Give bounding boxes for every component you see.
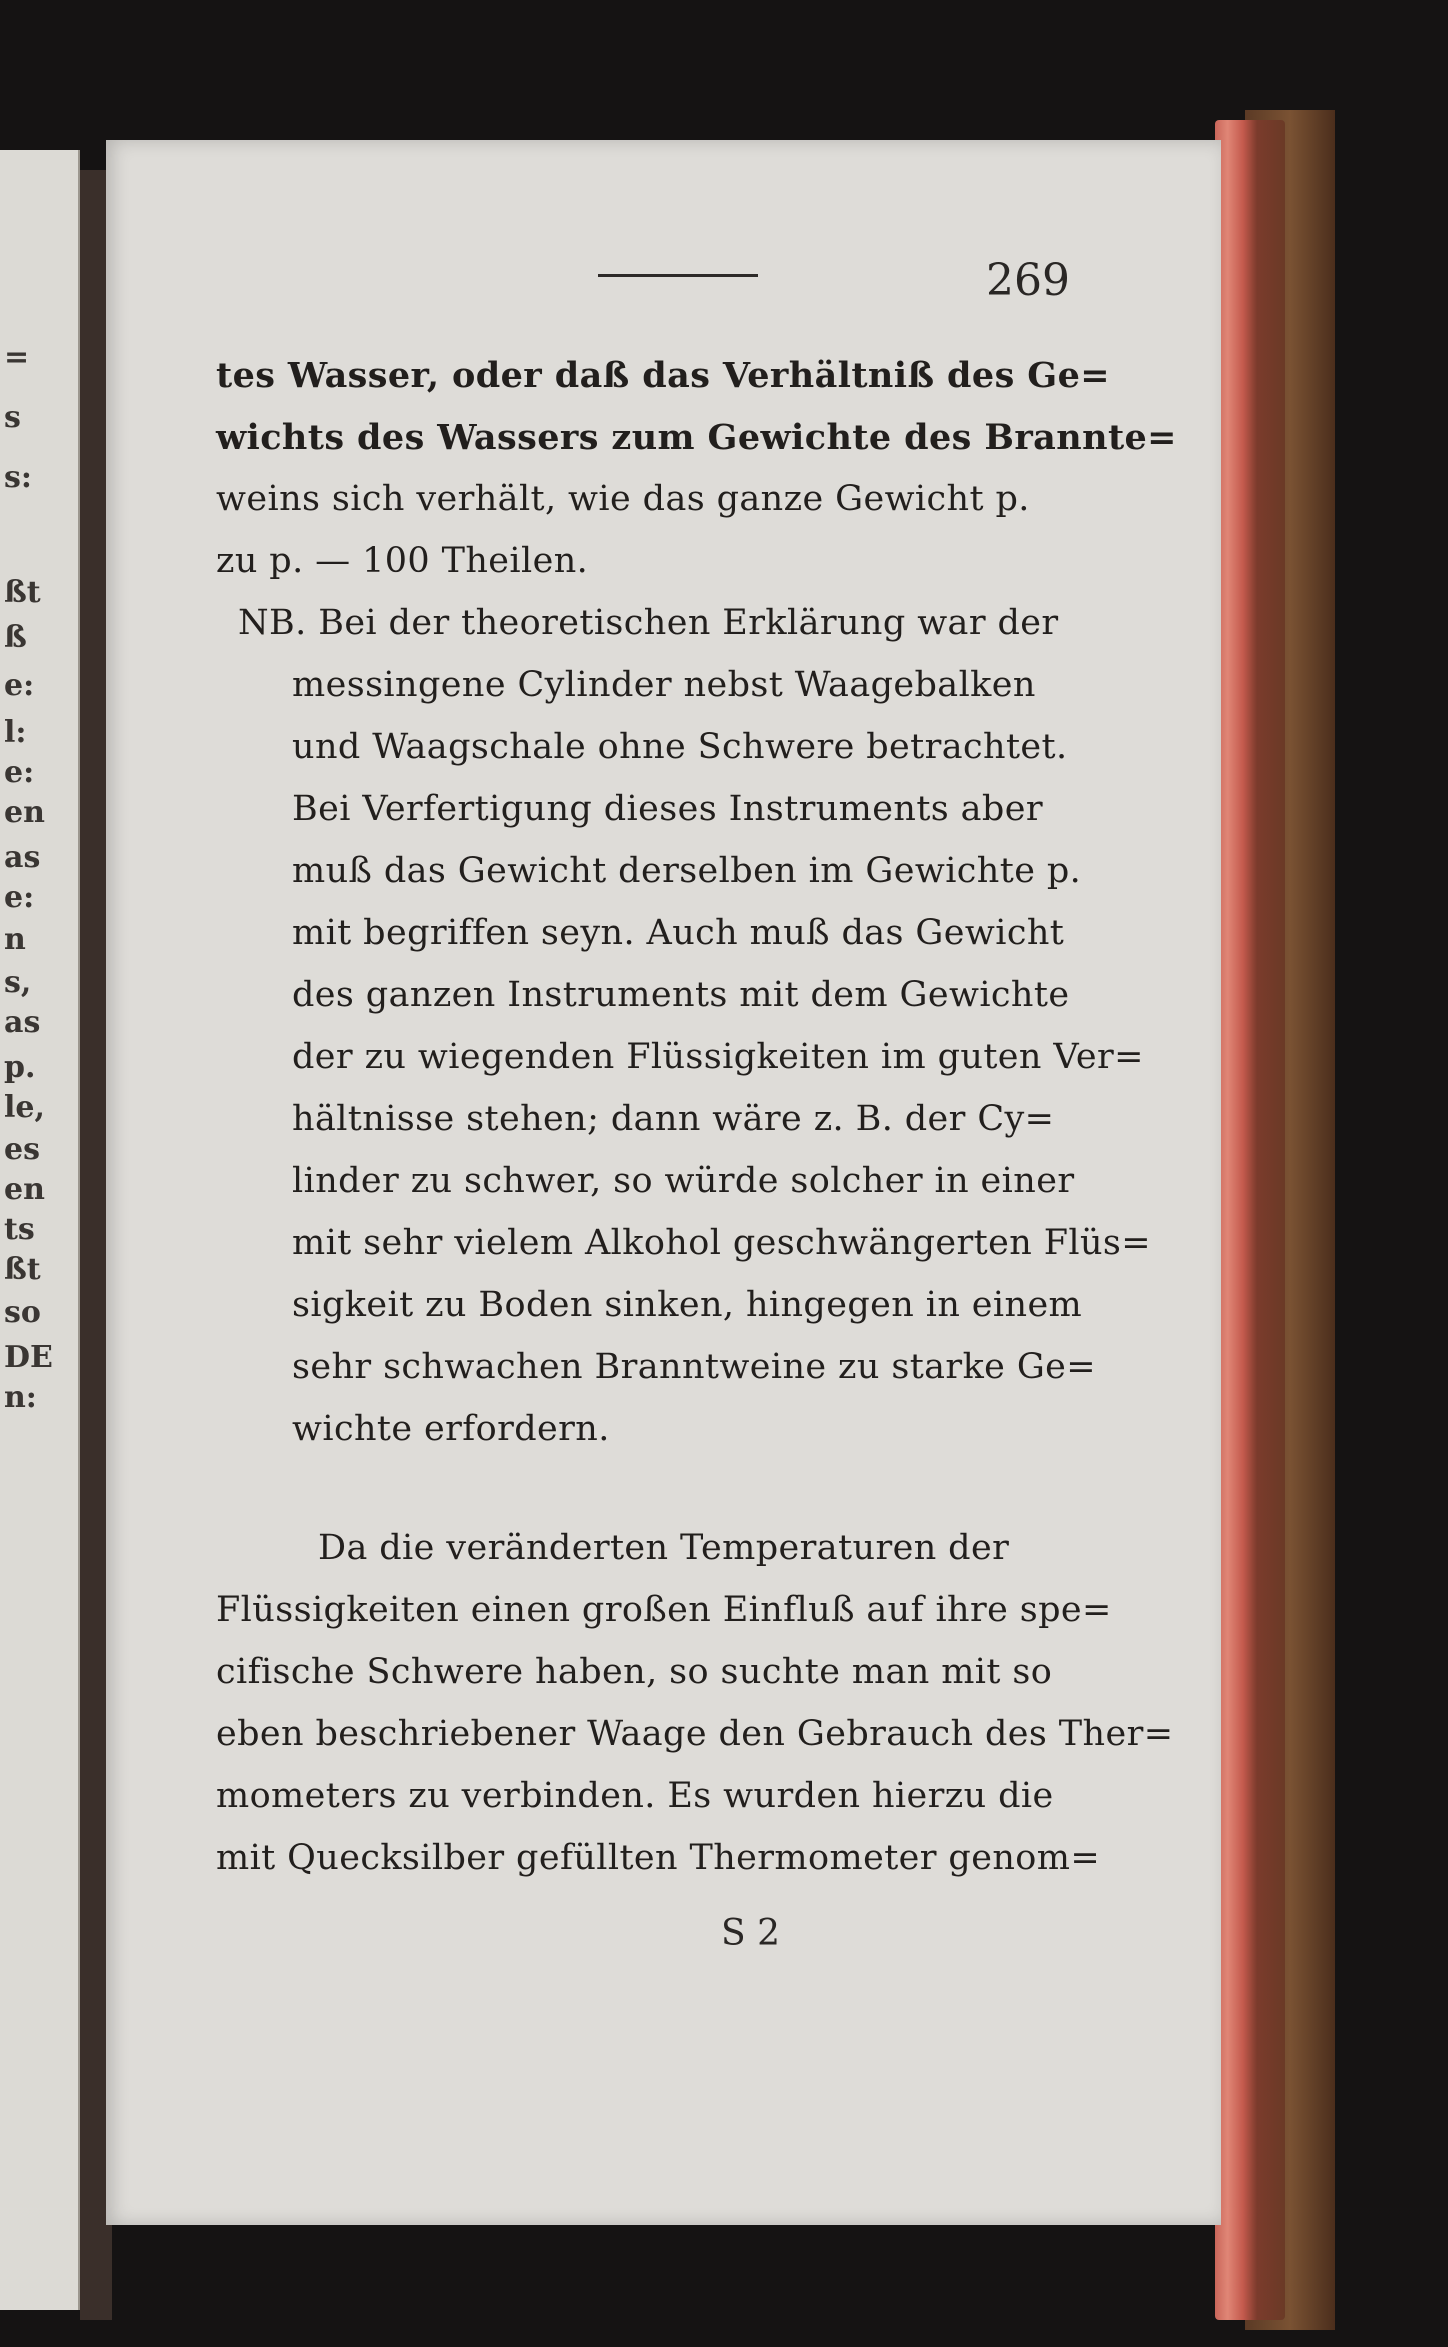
text-line: Bei Verfertigung dieses Instruments aber [292, 789, 1043, 829]
book-page [106, 140, 1221, 2225]
text-line: der zu wiegenden Flüssigkeiten im guten Ver= [292, 1037, 1144, 1077]
left-page-fragment: p. [4, 1050, 36, 1085]
text-line: hältnisse stehen; dann wäre z. B. der Cy= [292, 1099, 1055, 1139]
left-page-fragment: en [4, 795, 45, 830]
left-page-fragment: as [4, 1005, 41, 1040]
text-line: weins sich verhält, wie das ganze Gewicht p. [216, 479, 1030, 519]
text-line: messingene Cylinder nebst Waagebalken [292, 665, 1036, 705]
text-line: des ganzen Instruments mit dem Gewichte [292, 975, 1070, 1015]
page-block-edge [1215, 120, 1285, 2320]
left-page-fragment: e: [4, 880, 35, 915]
text-line: muß das Gewicht derselben im Gewichte p. [292, 851, 1082, 891]
left-page-fragment: s, [4, 965, 32, 1000]
text-line: tes Wasser, oder daß das Verhältniß des Ge= [216, 355, 1110, 396]
left-page-fragment: s: [4, 460, 32, 495]
left-page-fragment: le, [4, 1090, 45, 1125]
header-rule [598, 274, 758, 277]
left-page-fragment: ßt [4, 1252, 41, 1287]
text-line: cifische Schwere haben, so suchte man mit so [216, 1652, 1053, 1692]
signature-mark: S 2 [721, 1913, 781, 1954]
text-line: zu p. — 100 Theilen. [216, 541, 589, 581]
left-page-fragment: as [4, 840, 41, 875]
left-page-fragment: s [4, 400, 21, 435]
text-line: wichte erfordern. [292, 1409, 610, 1449]
left-page-fragment: ß [4, 620, 27, 655]
text-line: sigkeit zu Boden sinken, hingegen in einem [292, 1285, 1083, 1325]
left-page-fragment: ts [4, 1212, 35, 1247]
left-page-fragment: l: [4, 715, 27, 750]
text-line: sehr schwachen Branntweine zu starke Ge= [292, 1347, 1097, 1387]
note-heading-line: NB. Bei der theoretischen Erklärung war der [238, 603, 1059, 643]
left-page-fragment: n [4, 922, 26, 957]
left-page-fragment: e: [4, 668, 35, 703]
left-page-fragment: es [4, 1132, 40, 1167]
text-line: Flüssigkeiten einen großen Einfluß auf ihre spe= [216, 1590, 1112, 1630]
text-line: linder zu schwer, so würde solcher in einer [292, 1161, 1075, 1201]
text-line: mit sehr vielem Alkohol geschwängerten Flüs= [292, 1223, 1152, 1263]
text-line: mit begriffen seyn. Auch muß das Gewicht [292, 913, 1065, 953]
page-number: 269 [986, 255, 1070, 306]
left-page-fragment: n: [4, 1380, 37, 1415]
left-page-fragment: en [4, 1172, 45, 1207]
text-line: mometers zu verbinden. Es wurden hierzu die [216, 1776, 1054, 1816]
text-line: und Waagschale ohne Schwere betrachtet. [292, 727, 1068, 767]
text-line: eben beschriebener Waage den Gebrauch des Ther= [216, 1714, 1174, 1754]
left-page-fragment: e: [4, 755, 35, 790]
text-line: mit Quecksilber gefüllten Thermometer genom= [216, 1838, 1101, 1878]
left-page-edge [0, 150, 80, 2310]
left-page-fragment: = [4, 340, 30, 375]
left-page-fragment: ßt [4, 575, 41, 610]
left-page-fragment: DE [4, 1340, 53, 1375]
left-page-fragment: so [4, 1295, 41, 1330]
text-line: Da die veränderten Temperaturen der [318, 1528, 1010, 1568]
text-line: wichts des Wassers zum Gewichte des Brannte= [216, 417, 1177, 458]
